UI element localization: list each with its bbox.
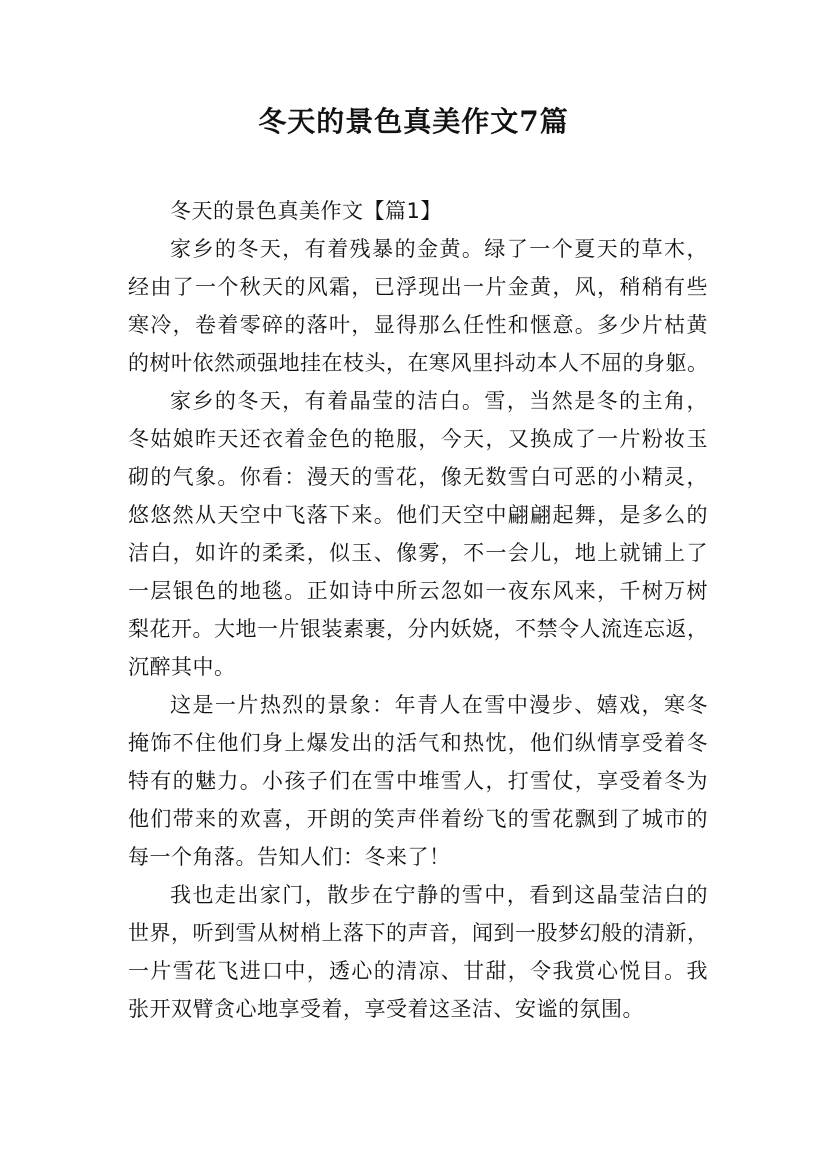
paragraph-2-line-2: 冬姑娘昨天还衣着金色的艳服，今天，又换成了一片粉妆玉 bbox=[128, 427, 708, 451]
paragraph-3-line-5: 每一个角落。告知人们：冬来了！ bbox=[128, 845, 451, 869]
paragraph-2-line-4: 悠悠然从天空中飞落下来。他们天空中翩翩起舞，是多么的 bbox=[128, 503, 708, 527]
paragraph-2-line-5: 洁白，如许的柔柔，似玉、像雾，不一会儿，地上就铺上了 bbox=[128, 541, 708, 565]
section-heading: 冬天的景色真美作文【篇1】 bbox=[170, 199, 442, 223]
paragraph-2-line-6: 一层银色的地毯。正如诗中所云忽如一夜东风来，千树万树 bbox=[128, 579, 708, 603]
paragraph-1-line-3: 寒冷，卷着零碎的落叶，显得那么任性和惬意。多少片枯黄 bbox=[128, 313, 708, 337]
paragraph-2-line-3: 砌的气象。你看：漫天的雪花，像无数雪白可恶的小精灵， bbox=[128, 465, 708, 489]
paragraph-2-line-7: 梨花开。大地一片银装素裹，分内妖娆，不禁令人流连忘返， bbox=[128, 617, 709, 641]
paragraph-4-line-1: 我也走出家门，散步在宁静的雪中，看到这晶莹洁白的 bbox=[170, 883, 708, 907]
document-title: 冬天的景色真美作文7篇 bbox=[258, 105, 569, 138]
paragraph-2-line-8: 沉醉其中。 bbox=[128, 655, 236, 679]
paragraph-3-line-2: 掩饰不住他们身上爆发出的活气和热忱，他们纵情享受着冬 bbox=[128, 731, 708, 755]
paragraph-3-line-1: 这是一片热烈的景象：年青人在雪中漫步、嬉戏，寒冬 bbox=[170, 693, 708, 717]
paragraph-4-line-2: 世界，听到雪从树梢上落下的声音，闻到一股梦幻般的清新， bbox=[128, 921, 709, 945]
paragraph-4-line-3: 一片雪花飞进口中，透心的清凉、甘甜，令我赏心悦目。我 bbox=[128, 959, 708, 983]
document-body bbox=[128, 192, 708, 1028]
paragraph-2-line-1: 家乡的冬天，有着晶莹的洁白。雪，当然是冬的主角， bbox=[170, 389, 708, 413]
paragraph-3-line-4: 他们带来的欢喜，开朗的笑声伴着纷飞的雪花飘到了城市的 bbox=[128, 807, 708, 831]
paragraph-4-line-4: 张开双臂贪心地享受着，享受着这圣洁、安谧的氛围。 bbox=[128, 997, 644, 1021]
paragraph-1-line-2: 经由了一个秋天的风霜，已浮现出一片金黄，风，稍稍有些 bbox=[128, 275, 708, 299]
paragraph-1-line-1: 家乡的冬天，有着残暴的金黄。绿了一个夏天的草木， bbox=[170, 237, 708, 261]
paragraph-3-line-3: 特有的魅力。小孩子们在雪中堆雪人，打雪仗，享受着冬为 bbox=[128, 769, 708, 793]
paragraph-1-line-4: 的树叶依然顽强地挂在枝头，在寒风里抖动本人不屈的身躯。 bbox=[128, 351, 709, 375]
